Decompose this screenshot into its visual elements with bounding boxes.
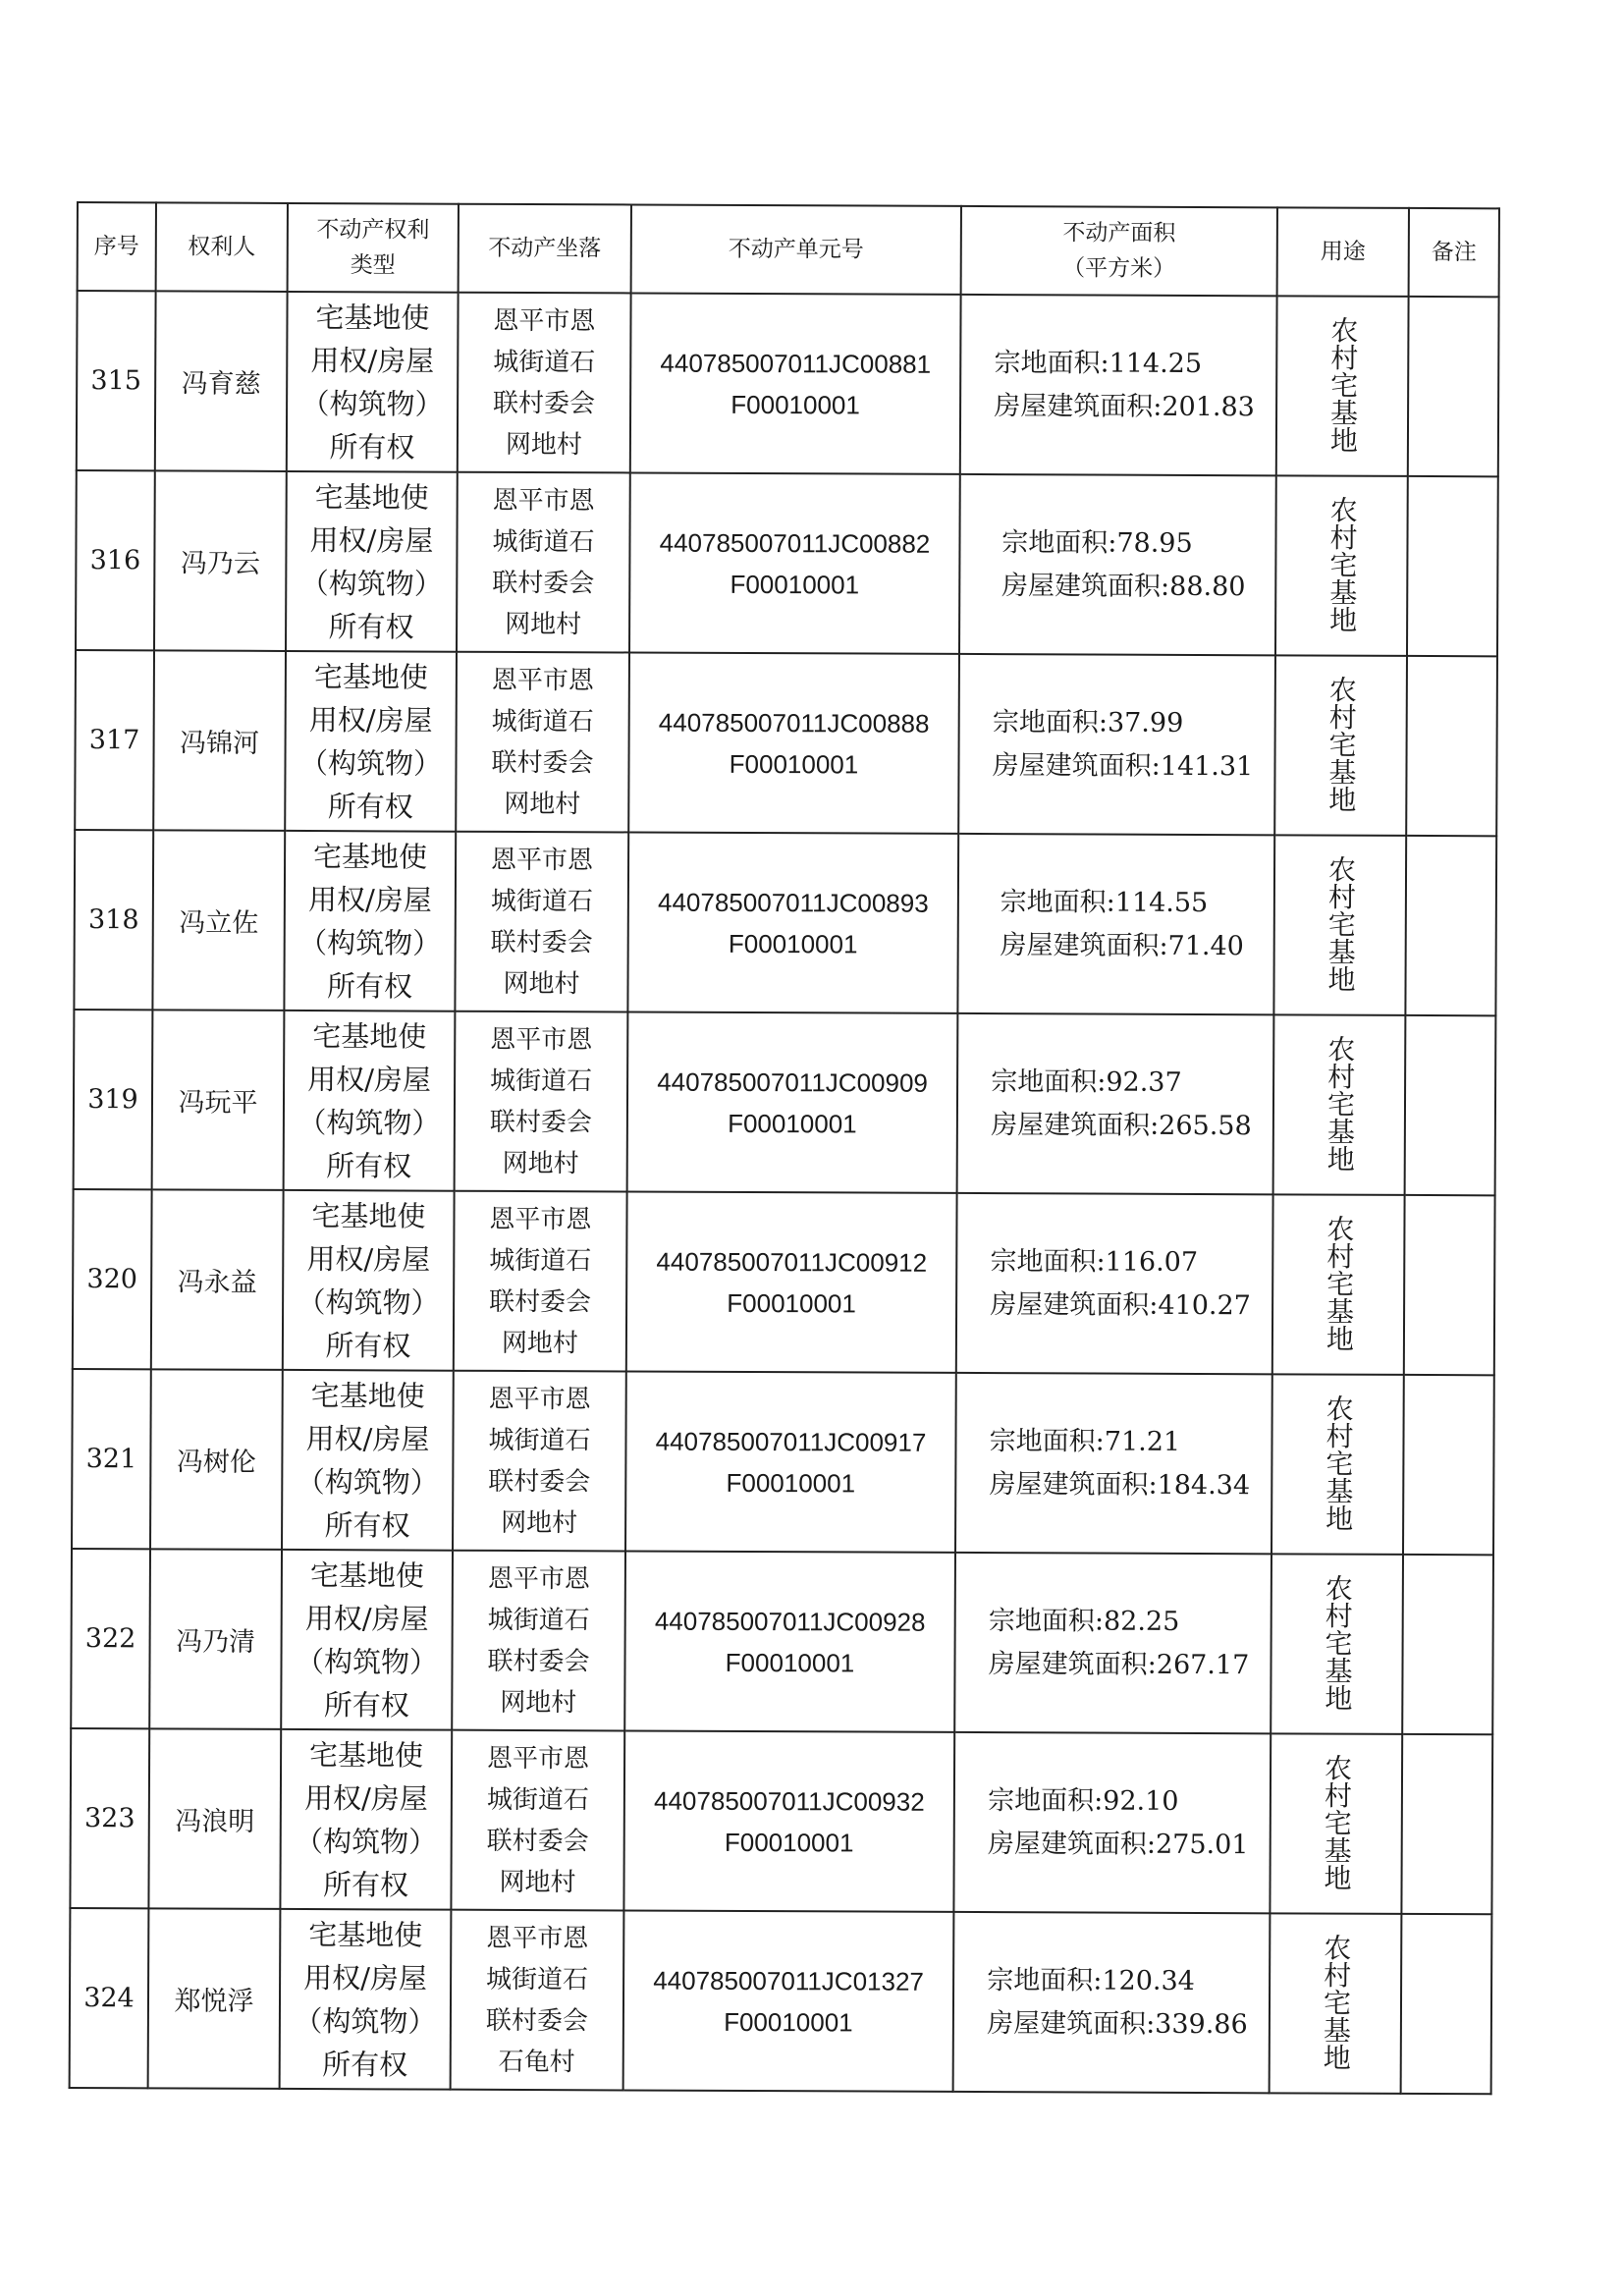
cell-seq — [71, 1549, 150, 1728]
cell-usage — [1272, 1194, 1405, 1375]
location-text: 恩平市恩 城街道石 联村委会 网地村 — [492, 485, 595, 639]
right-type-text: 宅基地使 用权/房屋 （构筑物） 所有权 — [299, 479, 443, 644]
area-values — [977, 1600, 1250, 1687]
cell-seq — [74, 830, 153, 1010]
building-area: 房屋建筑面积:201.83 — [994, 390, 1255, 422]
seq-value: 320 — [86, 1264, 138, 1295]
property-registry-table — [69, 201, 1500, 2095]
cell-unit-no — [627, 832, 958, 1012]
usage-text: 农村宅基地 — [1325, 315, 1360, 454]
header-seq: 序号 — [78, 202, 156, 291]
cell-note — [1407, 476, 1498, 656]
land-area: 宗地面积:37.99 — [992, 706, 1184, 738]
table-row — [71, 1549, 1493, 1734]
area-values — [982, 342, 1255, 429]
location-text: 恩平市恩 城街道石 联村委会 网地村 — [490, 845, 594, 999]
area-values — [976, 1779, 1249, 1867]
land-area: 宗地面积:120.34 — [987, 1964, 1195, 1996]
cell-owner — [151, 1189, 284, 1370]
unit-no-line2: F00010001 — [724, 1827, 854, 1857]
right-type-text: 宅基地使 用权/房屋 （构筑物） 所有权 — [295, 1558, 439, 1722]
usage-text: 农村宅基地 — [1322, 1394, 1355, 1532]
seq-value: 319 — [87, 1084, 138, 1116]
header-note: 备注 — [1409, 208, 1499, 297]
unit-no-line2: F00010001 — [726, 1467, 856, 1498]
unit-no-line2: F00010001 — [728, 928, 858, 958]
cell-owner — [153, 650, 286, 831]
right-type-text: 宅基地使 用权/房屋 （构筑物） 所有权 — [298, 659, 443, 824]
right-type-text: 宅基地使 用权/房屋 （构筑物） 所有权 — [297, 1198, 440, 1362]
cell-note — [1405, 1015, 1496, 1195]
cell-area — [953, 1732, 1271, 1913]
usage-text: 农村宅基地 — [1319, 1933, 1353, 2071]
unit-no-line1: 440785007011JC00928 — [654, 1606, 926, 1637]
cell-right-type — [284, 831, 456, 1011]
land-area: 宗地面积:92.37 — [991, 1066, 1182, 1098]
area-values — [988, 881, 1244, 968]
cell-note — [1405, 836, 1496, 1015]
usage-text: 农村宅基地 — [1324, 854, 1358, 993]
owner-name: 冯乃清 — [176, 1626, 256, 1658]
cell-area — [955, 1373, 1272, 1554]
owner-name: 冯树伦 — [176, 1447, 256, 1478]
cell-owner — [152, 1010, 285, 1190]
unit-no — [653, 1959, 924, 2043]
seq-value: 324 — [83, 1983, 135, 2014]
cell-area — [957, 1013, 1274, 1194]
location-text: 恩平市恩 城街道石 联村委会 网地村 — [486, 1743, 590, 1897]
owner-name: 冯浪明 — [175, 1806, 255, 1837]
cell-location — [454, 1191, 627, 1372]
cell-unit-no — [629, 472, 960, 653]
cell-owner — [150, 1369, 283, 1550]
cell-owner — [148, 1908, 281, 2089]
cell-location — [455, 832, 628, 1012]
cell-seq — [70, 1908, 149, 2088]
header-right-type — [288, 203, 459, 293]
right-type-text: 宅基地使 用权/房屋 （构筑物） 所有权 — [298, 839, 442, 1003]
usage-text: 农村宅基地 — [1325, 495, 1359, 633]
cell-right-type — [280, 1729, 452, 1910]
unit-no — [658, 881, 929, 964]
cell-usage — [1274, 655, 1407, 836]
unit-no-line1: 440785007011JC00888 — [658, 707, 930, 738]
unit-no-line1: 440785007011JC00909 — [657, 1066, 928, 1098]
cell-usage — [1271, 1374, 1404, 1555]
cell-area — [959, 474, 1276, 655]
cell-owner — [149, 1549, 282, 1729]
unit-no-line1: 440785007011JC00912 — [656, 1246, 928, 1278]
cell-seq — [76, 470, 155, 650]
unit-no — [660, 342, 931, 425]
cell-seq — [74, 1010, 153, 1189]
cell-location — [452, 1551, 625, 1731]
table-row — [77, 291, 1499, 476]
cell-right-type — [287, 292, 459, 472]
unit-no — [659, 521, 930, 605]
header-usage: 用途 — [1277, 207, 1409, 297]
owner-name: 冯永益 — [177, 1267, 257, 1298]
unit-no-line2: F00010001 — [727, 1287, 856, 1318]
seq-value: 317 — [88, 725, 140, 756]
area-values — [981, 701, 1254, 789]
unit-no-line2: F00010001 — [730, 569, 860, 599]
location-text: 恩平市恩 城街道石 联村委会 石龟村 — [485, 1923, 589, 2077]
area-values — [979, 1061, 1252, 1148]
building-area: 房屋建筑面积:339.86 — [987, 2007, 1248, 2040]
cell-unit-no — [626, 1191, 957, 1372]
cell-unit-no — [624, 1551, 955, 1731]
cell-owner — [155, 291, 288, 471]
right-type-text: 宅基地使 用权/房屋 （构筑物） 所有权 — [295, 1737, 438, 1901]
table-row — [76, 470, 1498, 656]
header-location: 不动产坐落 — [459, 204, 631, 294]
unit-no-line1: 440785007011JC00893 — [657, 887, 929, 918]
table-row — [74, 1010, 1496, 1195]
land-area: 宗地面积:78.95 — [1001, 526, 1193, 559]
cell-right-type — [281, 1550, 453, 1730]
seq-value: 321 — [85, 1444, 137, 1475]
table-row — [70, 1908, 1492, 2094]
land-area: 宗地面积:71.21 — [989, 1425, 1181, 1457]
cell-area — [956, 1193, 1273, 1374]
right-type-text: 宅基地使 用权/房屋 （构筑物） 所有权 — [300, 300, 444, 465]
header-owner: 权利人 — [156, 202, 288, 292]
cell-note — [1406, 656, 1497, 836]
building-area: 房屋建筑面积:71.40 — [1000, 929, 1244, 961]
cell-location — [457, 472, 630, 653]
usage-text: 农村宅基地 — [1322, 1214, 1356, 1352]
building-area: 房屋建筑面积:141.31 — [992, 749, 1254, 782]
location-text: 恩平市恩 城街道石 联村委会 网地村 — [491, 665, 594, 819]
cell-area — [958, 654, 1275, 835]
cell-location — [458, 293, 631, 473]
unit-no-line1: 440785007011JC00882 — [659, 527, 931, 559]
unit-no-line1: 440785007011JC00917 — [655, 1426, 927, 1457]
owner-name: 冯立佐 — [179, 907, 259, 939]
cell-usage — [1276, 296, 1409, 476]
table-row — [70, 1728, 1492, 1914]
cell-seq — [73, 1189, 152, 1369]
land-area: 宗地面积:116.07 — [990, 1245, 1199, 1278]
table-row — [73, 1189, 1495, 1375]
usage-text: 农村宅基地 — [1321, 1573, 1354, 1712]
cell-note — [1404, 1195, 1495, 1375]
cell-usage — [1270, 1733, 1402, 1914]
seq-value: 316 — [89, 545, 141, 576]
cell-usage — [1271, 1554, 1403, 1734]
cell-seq — [75, 650, 154, 830]
building-area: 房屋建筑面积:184.34 — [989, 1468, 1251, 1501]
table-row — [74, 830, 1496, 1015]
cell-area — [954, 1553, 1271, 1733]
cell-owner — [148, 1728, 281, 1909]
cell-area — [953, 1912, 1271, 2093]
cell-unit-no — [625, 1371, 956, 1552]
unit-no-line2: F00010001 — [729, 748, 859, 779]
cell-seq — [72, 1369, 151, 1549]
header-right-type-line2: 类型 — [350, 252, 396, 279]
cell-location — [456, 652, 629, 833]
usage-text: 农村宅基地 — [1320, 1753, 1354, 1891]
area-values — [978, 1240, 1251, 1328]
table-header-row — [78, 202, 1499, 297]
unit-no-line2: F00010001 — [730, 389, 860, 419]
unit-no-line1: 440785007011JC00881 — [660, 348, 932, 379]
cell-seq — [70, 1728, 149, 1908]
cell-location — [451, 1730, 624, 1911]
cell-note — [1401, 1914, 1492, 2094]
unit-no — [654, 1779, 925, 1863]
cell-note — [1403, 1375, 1494, 1555]
seq-value: 315 — [90, 365, 142, 397]
unit-no-line2: F00010001 — [728, 1108, 857, 1138]
cell-right-type — [282, 1370, 454, 1551]
cell-unit-no — [628, 652, 959, 833]
cell-right-type — [286, 471, 458, 652]
cell-note — [1401, 1734, 1492, 1914]
building-area: 房屋建筑面积:267.17 — [988, 1648, 1250, 1680]
unit-no-line1: 440785007011JC01327 — [653, 1965, 924, 1996]
header-unit-no: 不动产单元号 — [631, 204, 961, 294]
cell-note — [1408, 297, 1499, 476]
land-area: 宗地面积:92.10 — [988, 1784, 1179, 1817]
building-area: 房屋建筑面积:410.27 — [990, 1288, 1251, 1321]
owner-name: 冯乃云 — [180, 548, 260, 579]
cell-note — [1402, 1555, 1493, 1734]
cell-seq — [77, 291, 156, 470]
unit-no — [656, 1240, 927, 1324]
cell-unit-no — [623, 1730, 954, 1911]
building-area: 房屋建筑面积:275.01 — [987, 1828, 1249, 1860]
owner-name: 冯育慈 — [181, 368, 261, 400]
cell-area — [957, 834, 1274, 1014]
location-text: 恩平市恩 城街道石 联村委会 网地村 — [489, 1204, 592, 1358]
location-text: 恩平市恩 城街道石 联村委会 网地村 — [489, 1024, 593, 1178]
cell-usage — [1273, 1014, 1406, 1195]
unit-no-line1: 440785007011JC00932 — [653, 1785, 925, 1817]
header-area-line2: （平方米） — [1062, 255, 1176, 282]
land-area: 宗地面积:82.25 — [988, 1605, 1180, 1637]
building-area: 房屋建筑面积:265.58 — [991, 1109, 1252, 1141]
cell-usage — [1273, 835, 1406, 1015]
unit-no-line2: F00010001 — [724, 2006, 853, 2037]
cell-unit-no — [630, 293, 961, 473]
land-area: 宗地面积:114.55 — [1000, 886, 1209, 918]
unit-no — [655, 1600, 926, 1683]
unit-no-line2: F00010001 — [725, 1647, 855, 1677]
location-text: 恩平市恩 城街道石 联村委会 网地村 — [488, 1384, 591, 1538]
cell-location — [455, 1011, 628, 1192]
cell-area — [960, 295, 1277, 475]
header-area-line1: 不动产面积 — [1062, 220, 1176, 246]
cell-owner — [154, 470, 287, 651]
table-body — [70, 291, 1499, 2094]
seq-value: 322 — [84, 1623, 136, 1655]
area-values — [975, 1959, 1248, 2047]
cell-right-type — [284, 1011, 456, 1191]
location-text: 恩平市恩 城街道石 联村委会 网地村 — [487, 1563, 590, 1718]
owner-name: 冯锦河 — [180, 728, 260, 759]
unit-no — [659, 701, 930, 785]
usage-text: 农村宅基地 — [1325, 675, 1358, 813]
cell-right-type — [280, 1909, 452, 2090]
table-row — [75, 650, 1497, 836]
header-right-type-line1: 不动产权利 — [316, 217, 430, 244]
cell-owner — [152, 830, 285, 1011]
cell-location — [453, 1371, 626, 1552]
building-area: 房屋建筑面积:88.80 — [1001, 570, 1246, 602]
right-type-text: 宅基地使 用权/房屋 （构筑物） 所有权 — [296, 1378, 439, 1542]
cell-location — [451, 1910, 624, 2091]
cell-unit-no — [623, 1910, 954, 2091]
seq-value: 318 — [87, 904, 139, 936]
table-row — [72, 1369, 1494, 1555]
cell-right-type — [283, 1190, 455, 1371]
registry-sheet — [77, 201, 1498, 2089]
header-area — [961, 206, 1277, 296]
area-values — [990, 521, 1246, 609]
cell-usage — [1270, 1913, 1402, 2094]
right-type-text: 宅基地使 用权/房屋 （构筑物） 所有权 — [298, 1018, 441, 1182]
location-text: 恩平市恩 城街道石 联村委会 网地村 — [493, 305, 596, 460]
seq-value: 323 — [83, 1803, 135, 1834]
cell-right-type — [285, 651, 457, 832]
unit-no — [657, 1061, 928, 1144]
cell-unit-no — [627, 1011, 958, 1192]
right-type-text: 宅基地使 用权/房屋 （构筑物） 所有权 — [294, 1917, 437, 2081]
usage-text: 农村宅基地 — [1323, 1034, 1357, 1173]
cell-usage — [1275, 475, 1408, 656]
owner-name: 郑悦浮 — [174, 1986, 254, 2017]
owner-name: 冯玩平 — [178, 1087, 258, 1119]
land-area: 宗地面积:114.25 — [994, 347, 1203, 379]
unit-no — [655, 1420, 926, 1503]
area-values — [977, 1420, 1250, 1507]
